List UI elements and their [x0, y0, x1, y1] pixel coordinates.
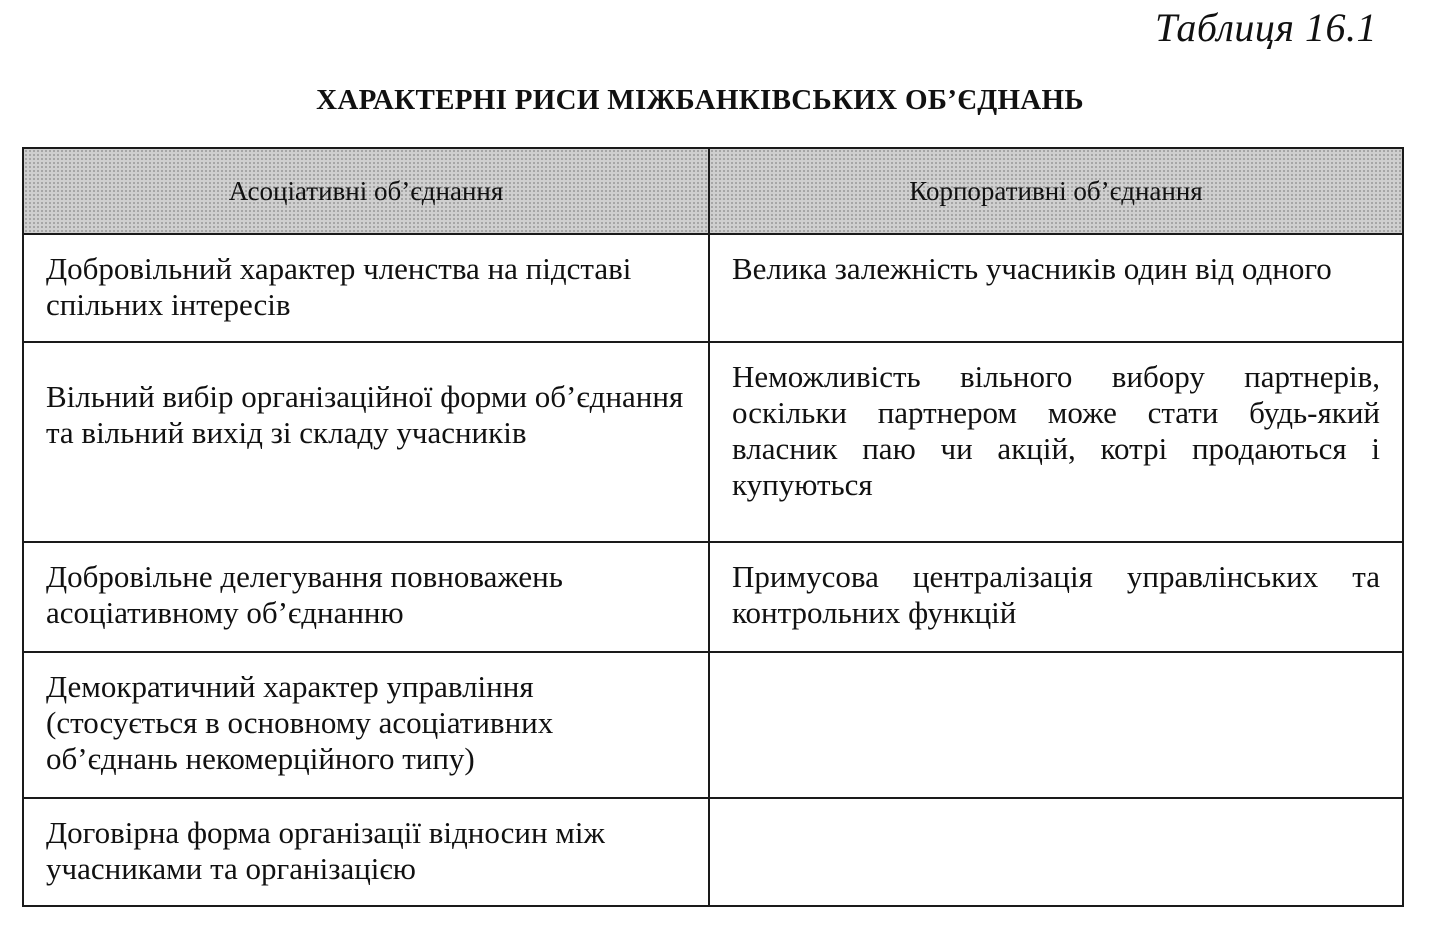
table-row — [23, 798, 1403, 906]
table-row — [23, 234, 1403, 342]
cell-corporate — [709, 798, 1403, 906]
table-row — [23, 652, 1403, 798]
cell-corporate — [709, 652, 1403, 798]
table-header-row — [23, 148, 1403, 234]
table-number: Таблиця 16.1 — [1155, 5, 1377, 50]
comparison-table — [22, 147, 1404, 907]
cell-associative: Добровільний характер членства на підставі спільних інтересів — [23, 234, 709, 342]
table-row — [23, 542, 1403, 652]
cell-corporate: Неможливість вільного вибору партнерів, оскільки партнером може стати будь-який власник паю чи акцій, котрі продаються і купуються — [709, 342, 1403, 542]
header-associative: Асоціативні об’єднання — [23, 148, 709, 234]
table-title: ХАРАКТЕРНІ РИСИ МІЖБАНКІВСЬКИХ ОБ’ЄДНАНЬ — [316, 84, 1084, 116]
cell-corporate: Примусова централізація управлінських та контрольних функцій — [709, 542, 1403, 652]
cell-associative: Вільний вибір організаційної форми об’єднання та вільний вихід зі складу учасників — [23, 342, 709, 542]
table-row — [23, 342, 1403, 542]
cell-associative: Демократичний характер управління (стосується в основному асоціативних об’єднань некомерційного типу) — [23, 652, 709, 798]
cell-associative: Договірна форма організації відносин між учасниками та організацією — [23, 798, 709, 906]
cell-associative: Добровільне делегування повноважень асоціативному об’єднанню — [23, 542, 709, 652]
cell-corporate: Велика залежність учасників один від одного — [709, 234, 1403, 342]
header-corporate: Корпоративні об’єднання — [709, 148, 1403, 234]
